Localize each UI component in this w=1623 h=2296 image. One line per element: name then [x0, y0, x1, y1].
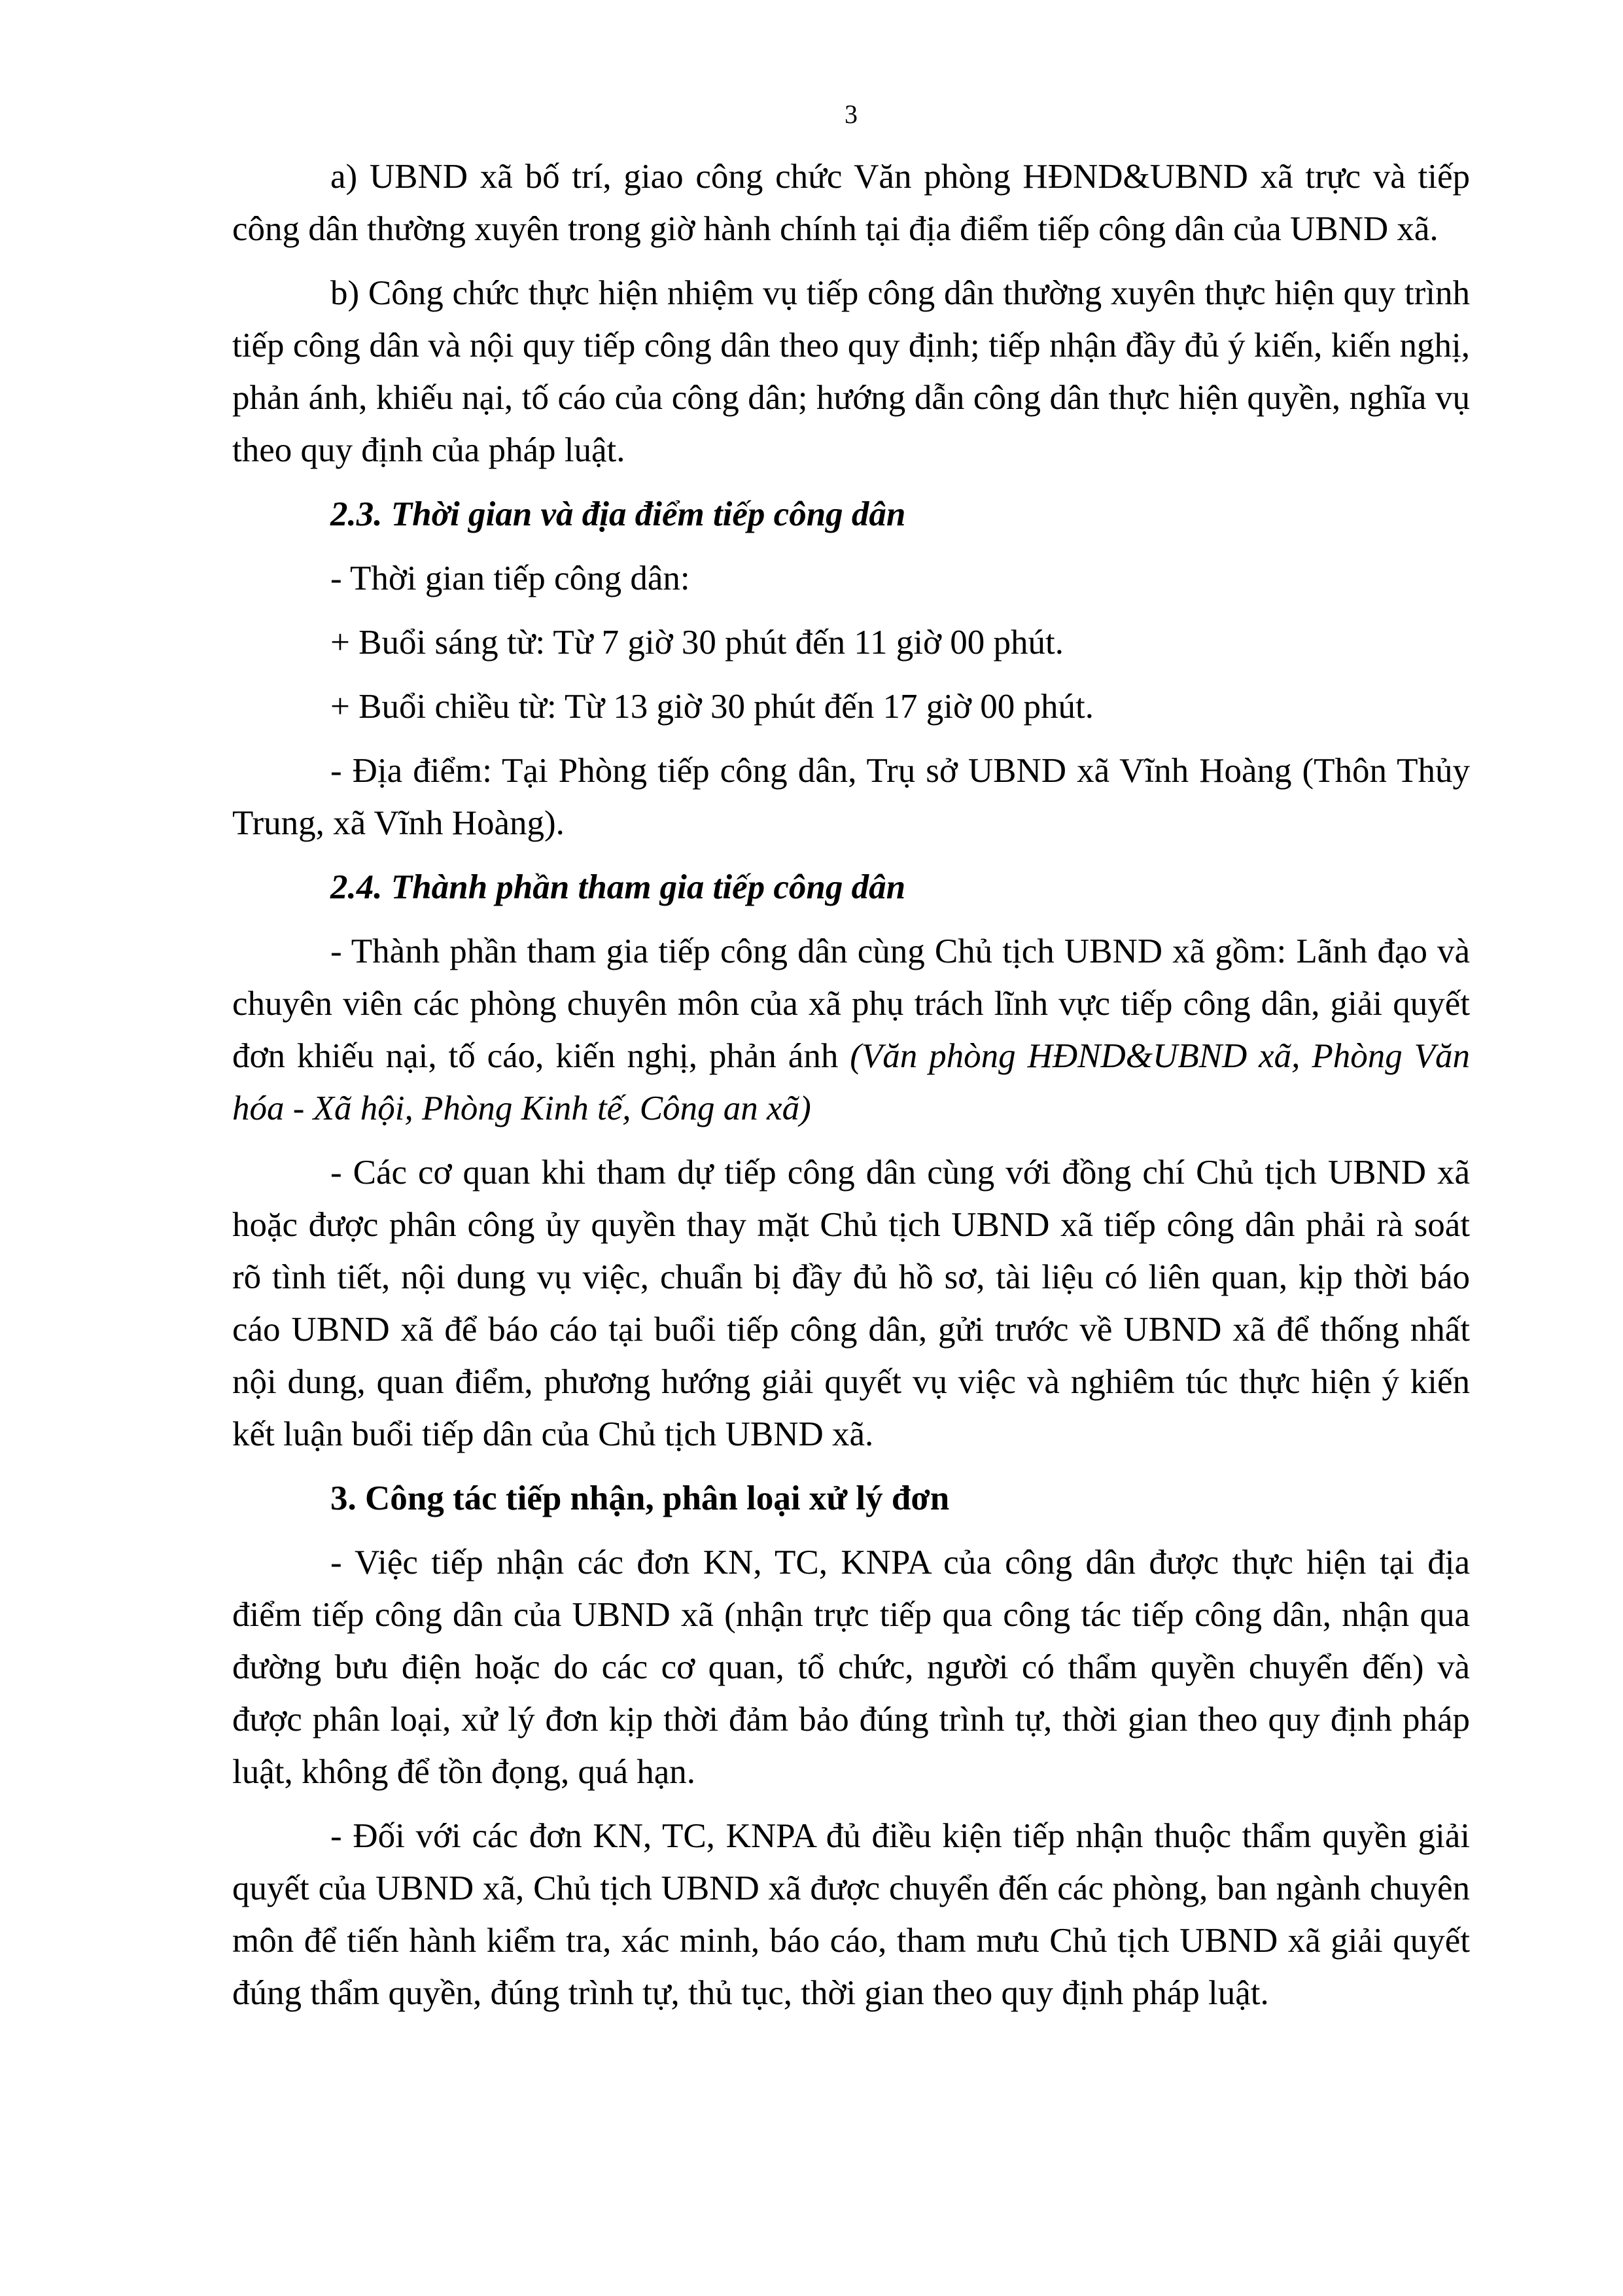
afternoon-hours: + Buổi chiều từ: Từ 13 giờ 30 phút đến 17 giờ 00 phút. — [330, 688, 1094, 726]
members-paragraph — [232, 925, 1470, 1135]
page-number: 3 — [845, 99, 858, 129]
paragraph-b: b) Công chức thực hiện nhiệm vụ tiếp công dân thường xuyên thực hiện quy trình tiếp công dân và nội quy tiếp công dân theo quy định; tiếp nhận đầy đủ ý kiến, kiến nghị, phản ánh, khiếu nại, tố cáo của công dân; hướng dẫn công dân thực hiện quyền, nghĩa vụ theo quy định của pháp luật. — [232, 274, 1470, 469]
location-paragraph: - Địa điểm: Tại Phòng tiếp công dân, Trụ sở UBND xã Vĩnh Hoàng (Thôn Thủy Trung, xã Vĩnh Hoàng). — [232, 752, 1470, 842]
heading-2-4: 2.4. Thành phần tham gia tiếp công dân — [330, 868, 906, 906]
members-text: - Thành phần tham gia tiếp công dân cùng Chủ tịch UBND xã gồm: Lãnh đạo và chuyên viên các phòng chuyên môn của xã phụ trách lĩnh vực tiếp công dân, giải quyết đơn khiếu nại, tố cáo, kiến nghị, phản ánh — [232, 932, 1470, 1075]
receive-paragraph: - Việc tiếp nhận các đơn KN, TC, KNPA của công dân được thực hiện tại địa điểm tiếp công dân của UBND xã (nhận trực tiếp qua công tác tiếp công dân, nhận qua đường bưu điện hoặc do các cơ quan, tổ chức, người có thẩm quyền chuyển đến) và được phân loại, xử lý đơn kịp thời đảm bảo đúng trình tự, thời gian theo quy định pháp luật, không để tồn đọng, quá hạn. — [232, 1544, 1470, 1791]
document-page — [232, 98, 1470, 2031]
heading-3: 3. Công tác tiếp nhận, phân loại xử lý đơn — [330, 1479, 950, 1517]
agencies-paragraph: - Các cơ quan khi tham dự tiếp công dân cùng với đồng chí Chủ tịch UBND xã hoặc được phân công ủy quyền thay mặt Chủ tịch UBND xã tiếp công dân phải rà soát rõ tình tiết, nội dung vụ việc, chuẩn bị đầy đủ hồ sơ, tài liệu có liên quan, kịp thời báo cáo UBND xã để báo cáo tại buổi tiếp công dân, gửi trước về UBND xã để thống nhất nội dung, quan điểm, phương hướng giải quyết vụ việc và nghiêm túc thực hiện ý kiến kết luận buổi tiếp dân của Chủ tịch UBND xã. — [232, 1154, 1470, 1453]
morning-hours: + Buổi sáng từ: Từ 7 giờ 30 phút đến 11 giờ 00 phút. — [330, 624, 1064, 662]
paragraph-a: a) UBND xã bố trí, giao công chức Văn phòng HĐND&UBND xã trực và tiếp công dân thường xuyên trong giờ hành chính tại địa điểm tiếp công dân của UBND xã. — [232, 158, 1470, 248]
members-italic: (Văn phòng HĐND&UBND xã, Phòng Văn hóa - Xã hội, Phòng Kinh tế, Công an xã) — [232, 1037, 1470, 1127]
eligible-paragraph: - Đối với các đơn KN, TC, KNPA đủ điều kiện tiếp nhận thuộc thẩm quyền giải quyết của UBND xã, Chủ tịch UBND xã được chuyển đến các phòng, ban ngành chuyên môn để tiến hành kiểm tra, xác minh, báo cáo, tham mưu Chủ tịch UBND xã giải quyết đúng thẩm quyền, đúng trình tự, thủ tục, thời gian theo quy định pháp luật. — [232, 1817, 1470, 2012]
heading-2-3: 2.3. Thời gian và địa điểm tiếp công dân — [330, 495, 906, 533]
time-label: - Thời gian tiếp công dân: — [330, 559, 690, 597]
